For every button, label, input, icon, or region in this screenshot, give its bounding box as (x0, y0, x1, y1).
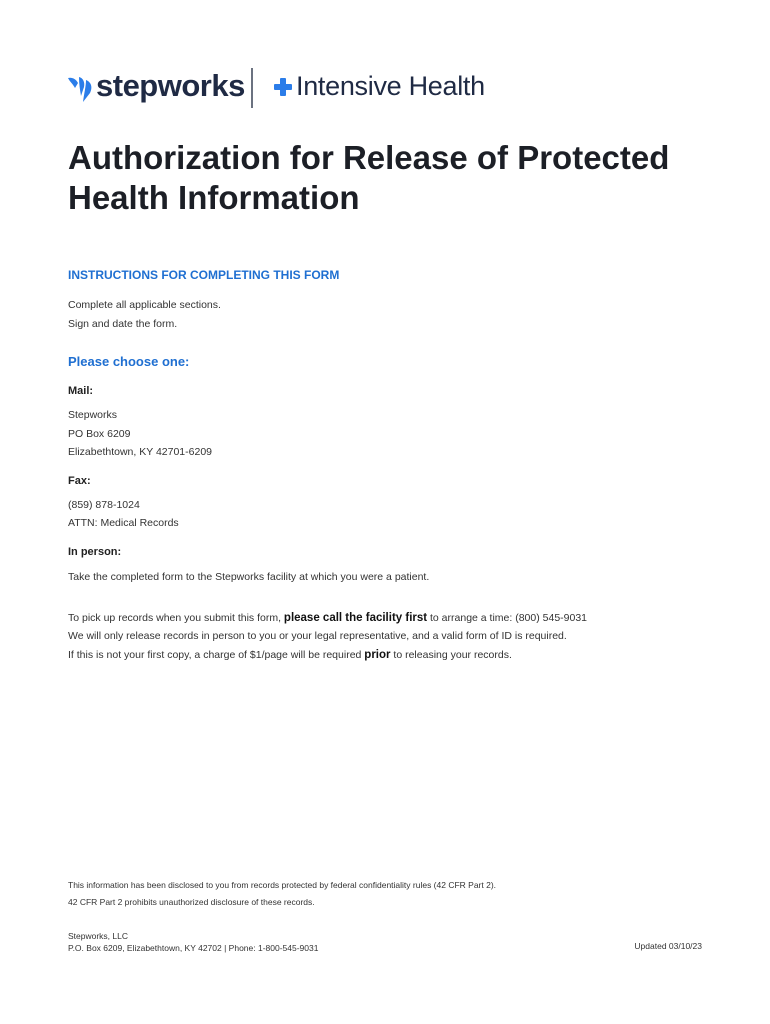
pickup-line-2: We will only release records in person to you or your legal representative, and a valid form of ID is required. (68, 630, 567, 642)
pickup-line-3: If this is not your first copy, a charge of $1/page will be required prior to releasing your records. (68, 649, 512, 661)
fax-line: (859) 878-1024 (68, 499, 140, 511)
mail-line: Elizabethtown, KY 42701-6209 (68, 446, 212, 458)
prior-emphasis: prior (364, 649, 391, 661)
instruction-line: Complete all applicable sections. (68, 299, 221, 311)
fax-label: Fax: (68, 475, 91, 487)
plus-icon (274, 78, 292, 96)
footer-company: Stepworks, LLC (68, 931, 128, 941)
mail-line: Stepworks (68, 409, 118, 421)
confidentiality-line: This information has been disclosed to you from records protected by federal confidentiality rules (42 CFR Part 2). (68, 880, 497, 890)
mail-line: PO Box 6209 (68, 428, 131, 440)
instruction-line: Sign and date the form. (68, 318, 178, 330)
page-title: Authorization for Release of Protected Health Information (68, 139, 670, 216)
fax-line: ATTN: Medical Records (68, 517, 179, 529)
intensive-health-wordmark: Intensive Health (296, 71, 485, 101)
pickup-line-1: To pick up records when you submit this form, please call the facility first to arrange a time: (800) 545-9031 (68, 612, 588, 624)
header-logos (66, 66, 526, 110)
choose-heading: Please choose one: (68, 354, 190, 369)
instructions-heading: INSTRUCTIONS FOR COMPLETING THIS FORM (68, 268, 340, 282)
in-person-label: In person: (68, 546, 122, 558)
stepworks-wordmark: stepworks (96, 68, 245, 103)
stepworks-logo-icon (66, 74, 94, 104)
logo-divider (251, 68, 253, 108)
updated-date: Updated 03/10/23 (634, 941, 702, 951)
in-person-line: Take the completed form to the Stepworks facility at which you were a patient. (68, 571, 430, 583)
pickup-emphasis: please call the facility first (283, 612, 428, 624)
confidentiality-line: 42 CFR Part 2 prohibits unauthorized disclosure of these records. (68, 897, 315, 907)
mail-label: Mail: (68, 385, 94, 397)
footer-address: P.O. Box 6209, Elizabethtown, KY 42702 | Phone: 1-800-545-9031 (68, 943, 319, 953)
